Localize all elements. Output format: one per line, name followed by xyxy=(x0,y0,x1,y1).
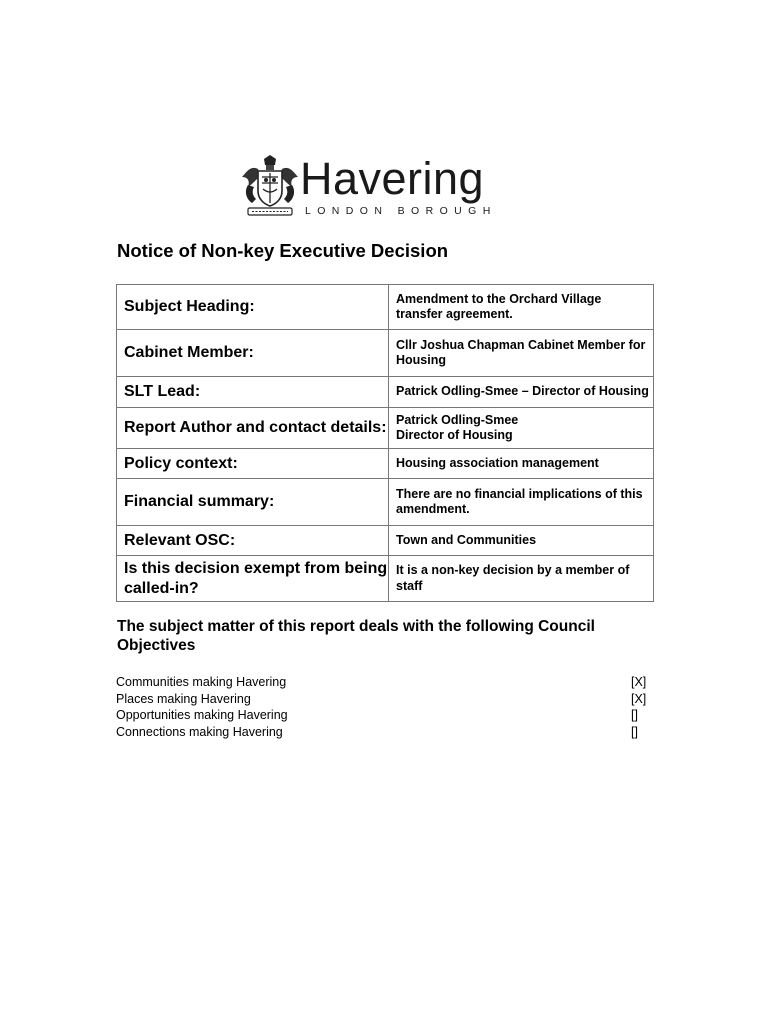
objectives-list xyxy=(116,674,656,740)
label-relevant-osc: Relevant OSC: xyxy=(117,526,389,556)
label-report-author: Report Author and contact details: xyxy=(117,408,389,449)
value-policy-context: Housing association management xyxy=(389,449,654,479)
value-report-author xyxy=(389,408,654,449)
objective-mark: [X] xyxy=(631,691,647,706)
label-slt-lead: SLT Lead: xyxy=(117,377,389,408)
label-policy-context: Policy context: xyxy=(117,449,389,479)
havering-crest-icon xyxy=(240,155,300,217)
label-subject-heading: Subject Heading: xyxy=(117,285,389,330)
value-exempt-call-in: It is a non-key decision by a member of staff xyxy=(389,556,654,602)
table-row xyxy=(117,285,654,330)
label-cabinet-member: Cabinet Member: xyxy=(117,330,389,377)
list-item xyxy=(116,707,656,724)
objective-mark: [X] xyxy=(631,675,647,689)
table-row xyxy=(117,556,654,602)
list-item xyxy=(116,674,656,691)
value-slt-lead: Patrick Odling-Smee – Director of Housing xyxy=(389,377,654,408)
objective-label: Connections making Havering xyxy=(116,724,283,739)
label-financial-summary: Financial summary: xyxy=(117,479,389,526)
list-item xyxy=(116,691,656,708)
logo-subtitle: LONDON BOROUGH xyxy=(305,205,497,217)
table-row xyxy=(117,526,654,556)
table-row xyxy=(117,479,654,526)
objective-label: Communities making Havering xyxy=(116,675,287,689)
logo-wordmark: Havering xyxy=(300,153,485,204)
value-subject-heading: Amendment to the Orchard Village transfer agreement. xyxy=(389,285,654,330)
table-row xyxy=(117,377,654,408)
objective-label: Places making Havering xyxy=(116,691,251,706)
table-row xyxy=(117,408,654,449)
objective-mark: [] xyxy=(631,724,638,739)
report-author-name: Patrick Odling-Smee xyxy=(396,412,519,427)
page-title: Notice of Non-key Executive Decision xyxy=(117,240,449,261)
list-item xyxy=(116,724,656,741)
table-row xyxy=(117,330,654,377)
objective-label: Opportunities making Havering xyxy=(116,708,288,722)
havering-logo xyxy=(240,155,530,220)
objectives-heading: The subject matter of this report deals with the following Council Objectives xyxy=(117,618,595,654)
report-author-role: Director of Housing xyxy=(396,428,513,442)
label-exempt-call-in: Is this decision exempt from being called-in? xyxy=(117,556,389,602)
value-relevant-osc: Town and Communities xyxy=(389,526,654,556)
value-cabinet-member: Cllr Joshua Chapman Cabinet Member for Housing xyxy=(389,330,654,377)
decision-details-table xyxy=(116,284,654,602)
table-row xyxy=(117,449,654,479)
value-financial-summary: There are no financial implications of this amendment. xyxy=(389,479,654,526)
objective-mark: [] xyxy=(631,708,638,722)
